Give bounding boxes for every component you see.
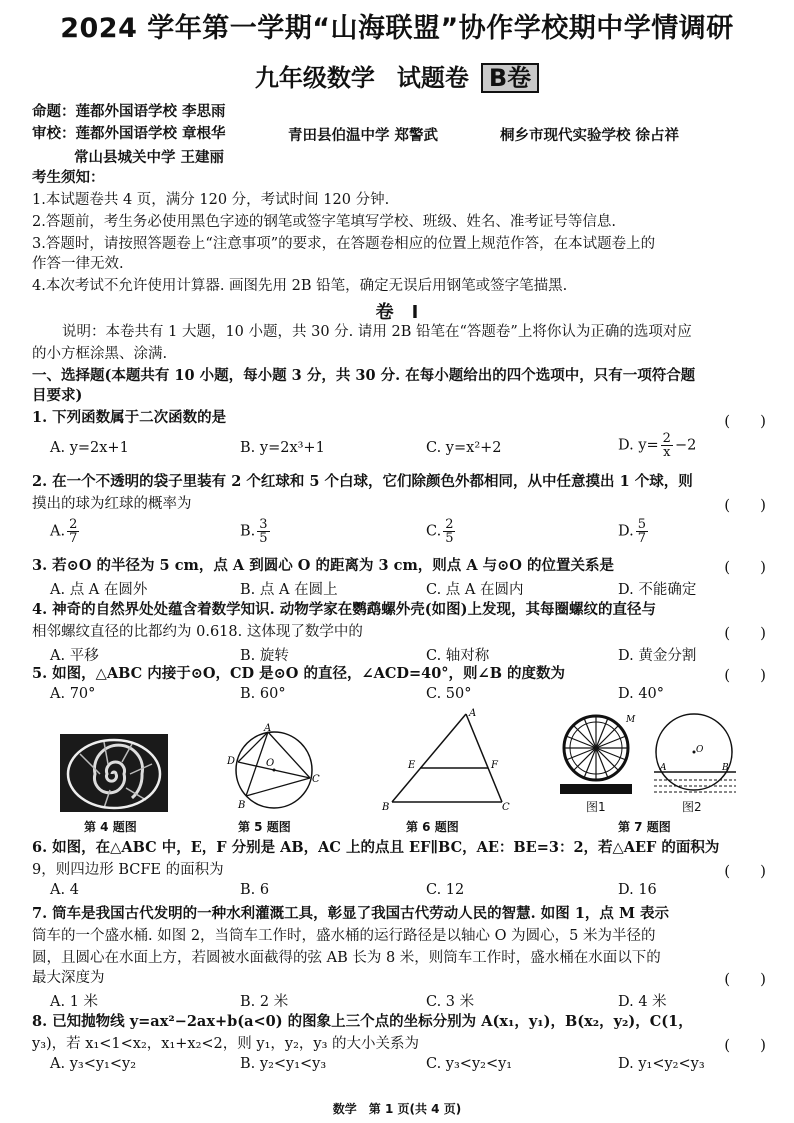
fig6-point-a: A xyxy=(469,708,477,719)
q8-answer-paren: ( ) xyxy=(724,1036,766,1054)
notice-heading: 考生须知： xyxy=(32,170,105,186)
version-badge: B卷 xyxy=(481,63,539,93)
fig5-point-c: C xyxy=(312,774,320,785)
q4-option-c: C. 轴对称 xyxy=(426,648,490,664)
subject-label: 九年级数学 xyxy=(254,64,375,92)
q3-option-b: B. 点 A 在圆上 xyxy=(240,582,338,598)
fig6-point-f: F xyxy=(491,760,498,771)
q8-option-c: C. y₃<y₂<y₁ xyxy=(426,1056,513,1072)
q7-stem-cont: 最大深度为 xyxy=(32,970,105,986)
fig6-point-e: E xyxy=(408,760,416,771)
fig6-point-c: C xyxy=(502,802,510,812)
q5-option-b: B. 60° xyxy=(240,686,286,702)
q6-stem: 6. 如图，在△ABC 中，E，F 分别是 AB，AC 上的点且 EF∥BC，AE：BE=3：2，若△AEF 的面积为 xyxy=(32,839,720,856)
q4-stem-cont: 相邻螺纹直径的比都约为 0.618. 这体现了数学中的 xyxy=(32,624,363,640)
fig5-point-a: A xyxy=(264,723,272,734)
fig7-point-o: O xyxy=(696,745,704,755)
fig6-point-b: B xyxy=(382,802,390,812)
notice-item: 2.答题前，考生务必使用黑色字迹的钢笔或签字笔填写学校、班级、姓名、准考证号等信息. xyxy=(32,214,616,230)
q2-stem-cont: 摸出的球为红球的概率为 xyxy=(32,496,192,512)
wheel-circle-figure xyxy=(650,710,740,800)
q8-option-b: B. y₂<y₁<y₃ xyxy=(240,1056,327,1072)
q7-stem-cont: 圆，且圆心在水面上方，若圆被水面截得的弦 AB 长为 8 米，则筒车工作时，盛水桶在水面以下的 xyxy=(32,950,661,966)
q5-option-c: C. 50° xyxy=(426,686,472,702)
q2-option-a: A. $\frac{2}{7}$ xyxy=(50,517,78,546)
part-heading: 一、选择题(本题共有 10 小题，每小题 3 分，共 30 分. 在每小题给出的四个选项中，只有一项符合题 xyxy=(32,367,696,384)
q4-option-d: D. 黄金分割 xyxy=(618,648,697,664)
q6-option-a: A. 4 xyxy=(50,882,79,898)
part-heading-cont: 目要求) xyxy=(32,387,83,404)
q5-stem: 5. 如图，△ABC 内接于⊙O，CD 是⊙O 的直径，∠ACD=40°，则∠B 的度数为 xyxy=(32,665,566,682)
q4-stem: 4. 神奇的自然界处处蕴含着数学知识. 动物学家在鹦鹉螺外壳(如图)上发现，其每圈螺纹的直径与 xyxy=(32,601,656,618)
q5-option-a: A. 70° xyxy=(50,686,96,702)
fig7-point-b: B xyxy=(722,763,729,773)
paper-name: 试题卷 xyxy=(396,64,469,92)
q1-option-a: A. y=2x+1 xyxy=(50,440,129,456)
q3-option-c: C. 点 A 在圆内 xyxy=(426,582,524,598)
q3-option-d: D. 不能确定 xyxy=(618,582,697,598)
water-wheel-figure xyxy=(556,710,640,796)
q8-option-d: D. y₁<y₂<y₃ xyxy=(618,1056,705,1072)
fig5-point-o: O xyxy=(266,758,275,769)
q8-stem-cont: y₃)，若 x₁<1<x₂，x₁+x₂<2，则 y₁，y₂，y₃ 的大小关系为 xyxy=(32,1036,420,1052)
q1-option-c: C. y=x²+2 xyxy=(426,440,502,456)
q4-option-a: A. 平移 xyxy=(50,648,99,664)
section-note: 说明：本卷共有 1 大题，10 小题，共 30 分. 请用 2B 铅笔在“答题卷”上将你认为正确的选项对应 xyxy=(62,324,692,340)
q2-answer-paren: ( ) xyxy=(724,496,766,514)
page-footer: 数学 第 1 页(共 4 页) xyxy=(332,1102,462,1116)
q5-answer-paren: ( ) xyxy=(724,666,766,684)
q2-option-c: C. $\frac{2}{5}$ xyxy=(426,517,454,546)
q1-answer-paren: ( ) xyxy=(724,412,766,430)
q1-stem: 1. 下列函数属于二次函数的是 xyxy=(32,409,227,426)
fig7-sub2-label: 图2 xyxy=(682,800,702,814)
fig7-point-a: A xyxy=(660,763,667,773)
q3-option-a: A. 点 A 在圆外 xyxy=(50,582,148,598)
q6-option-b: B. 6 xyxy=(240,882,270,898)
q7-option-b: B. 2 米 xyxy=(240,994,289,1010)
q6-answer-paren: ( ) xyxy=(724,862,766,880)
reviewer-label: 审校： xyxy=(32,126,76,142)
fig7-point-m: M xyxy=(626,715,636,725)
notice-item: 4.本次考试不允许使用计算器. 画图先用 2B 铅笔，确定无误后用钢笔或签字笔描黑. xyxy=(32,278,568,294)
notice-item: 3.答题时，请按照答题卷上“注意事项”的要求，在答题卷相应的位置上规范作答，在本试题卷上的 xyxy=(32,236,656,252)
q3-stem: 3. 若⊙O 的半径为 5 cm，点 A 到圆心 O 的距离为 3 cm，则点 A 与⊙O 的位置关系是 xyxy=(32,557,614,574)
reviewer-1: 莲都外国语学校 章根华 xyxy=(75,126,226,142)
q4-answer-paren: ( ) xyxy=(724,624,766,642)
q8-option-a: A. y₃<y₁<y₂ xyxy=(50,1056,137,1072)
q2-option-d: D. $\frac{5}{7}$ xyxy=(618,517,646,546)
q7-option-d: D. 4 米 xyxy=(618,994,667,1010)
fig6-label: 第 6 题图 xyxy=(406,820,459,834)
q3-answer-paren: ( ) xyxy=(724,558,766,576)
fig5-point-d: D xyxy=(227,756,236,767)
q1-option-b: B. y=2x³+1 xyxy=(240,440,325,456)
fig7-label: 第 7 题图 xyxy=(618,820,671,834)
setter-label: 命题： xyxy=(32,104,76,120)
fig4-label: 第 4 题图 xyxy=(84,820,137,834)
q4-option-b: B. 旋转 xyxy=(240,648,289,664)
q7-option-a: A. 1 米 xyxy=(50,994,99,1010)
q8-stem: 8. 已知抛物线 y=ax²−2ax+b(a<0) 的图象上三个点的坐标分别为 A(x₁，y₁)，B(x₂，y₂)，C(1， xyxy=(32,1013,693,1030)
fig5-point-b: B xyxy=(238,800,246,811)
section-note-cont: 的小方框涂黑、涂满. xyxy=(32,346,168,362)
reviewer-4: 常山县城关中学 王建丽 xyxy=(74,150,225,166)
notice-item: 1.本试题卷共 4 页，满分 120 分，考试时间 120 分钟. xyxy=(32,192,390,208)
q2-stem: 2. 在一个不透明的袋子里装有 2 个红球和 5 个白球，它们除颜色外都相同，从中任意摸出 1 个球，则 xyxy=(32,473,693,490)
q7-stem: 7. 筒车是我国古代发明的一种水利灌溉工具，彰显了我国古代劳动人民的智慧. 如图 1，点 M 表示 xyxy=(32,905,670,922)
q1-option-d: D. y= $\frac{2}{x}$ −2 xyxy=(618,431,697,460)
q6-option-d: D. 16 xyxy=(618,882,657,898)
circle-triangle-figure xyxy=(226,722,326,818)
setter-line xyxy=(32,102,776,122)
triangle-ef-figure xyxy=(378,706,518,812)
q7-option-c: C. 3 米 xyxy=(426,994,475,1010)
nautilus-shell-figure xyxy=(60,734,168,812)
setter-name: 莲都外国语学校 李思雨 xyxy=(75,104,226,120)
exam-subtitle xyxy=(0,58,794,93)
exam-title: 2024 学年第一学期“山海联盟”协作学校期中学情调研 xyxy=(60,13,734,44)
q2-option-b: B. $\frac{3}{5}$ xyxy=(240,517,268,546)
fig7-sub1-label: 图1 xyxy=(586,800,606,814)
notice-item: 作答一律无效. xyxy=(32,256,124,272)
q6-option-c: C. 12 xyxy=(426,882,465,898)
q6-stem-cont: 9，则四边形 BCFE 的面积为 xyxy=(32,862,224,878)
q7-answer-paren: ( ) xyxy=(724,970,766,988)
fig5-label: 第 5 题图 xyxy=(238,820,291,834)
reviewer-3: 桐乡市现代实验学校 徐占祥 xyxy=(500,128,680,144)
section-title: 卷 I xyxy=(375,302,419,323)
q5-option-d: D. 40° xyxy=(618,686,665,702)
reviewer-2: 青田县伯温中学 郑警武 xyxy=(288,128,439,144)
q7-stem-cont: 筒车的一个盛水桶. 如图 2，当筒车工作时，盛水桶的运行路径是以轴心 O 为圆心，5 米为半径的 xyxy=(32,928,656,944)
